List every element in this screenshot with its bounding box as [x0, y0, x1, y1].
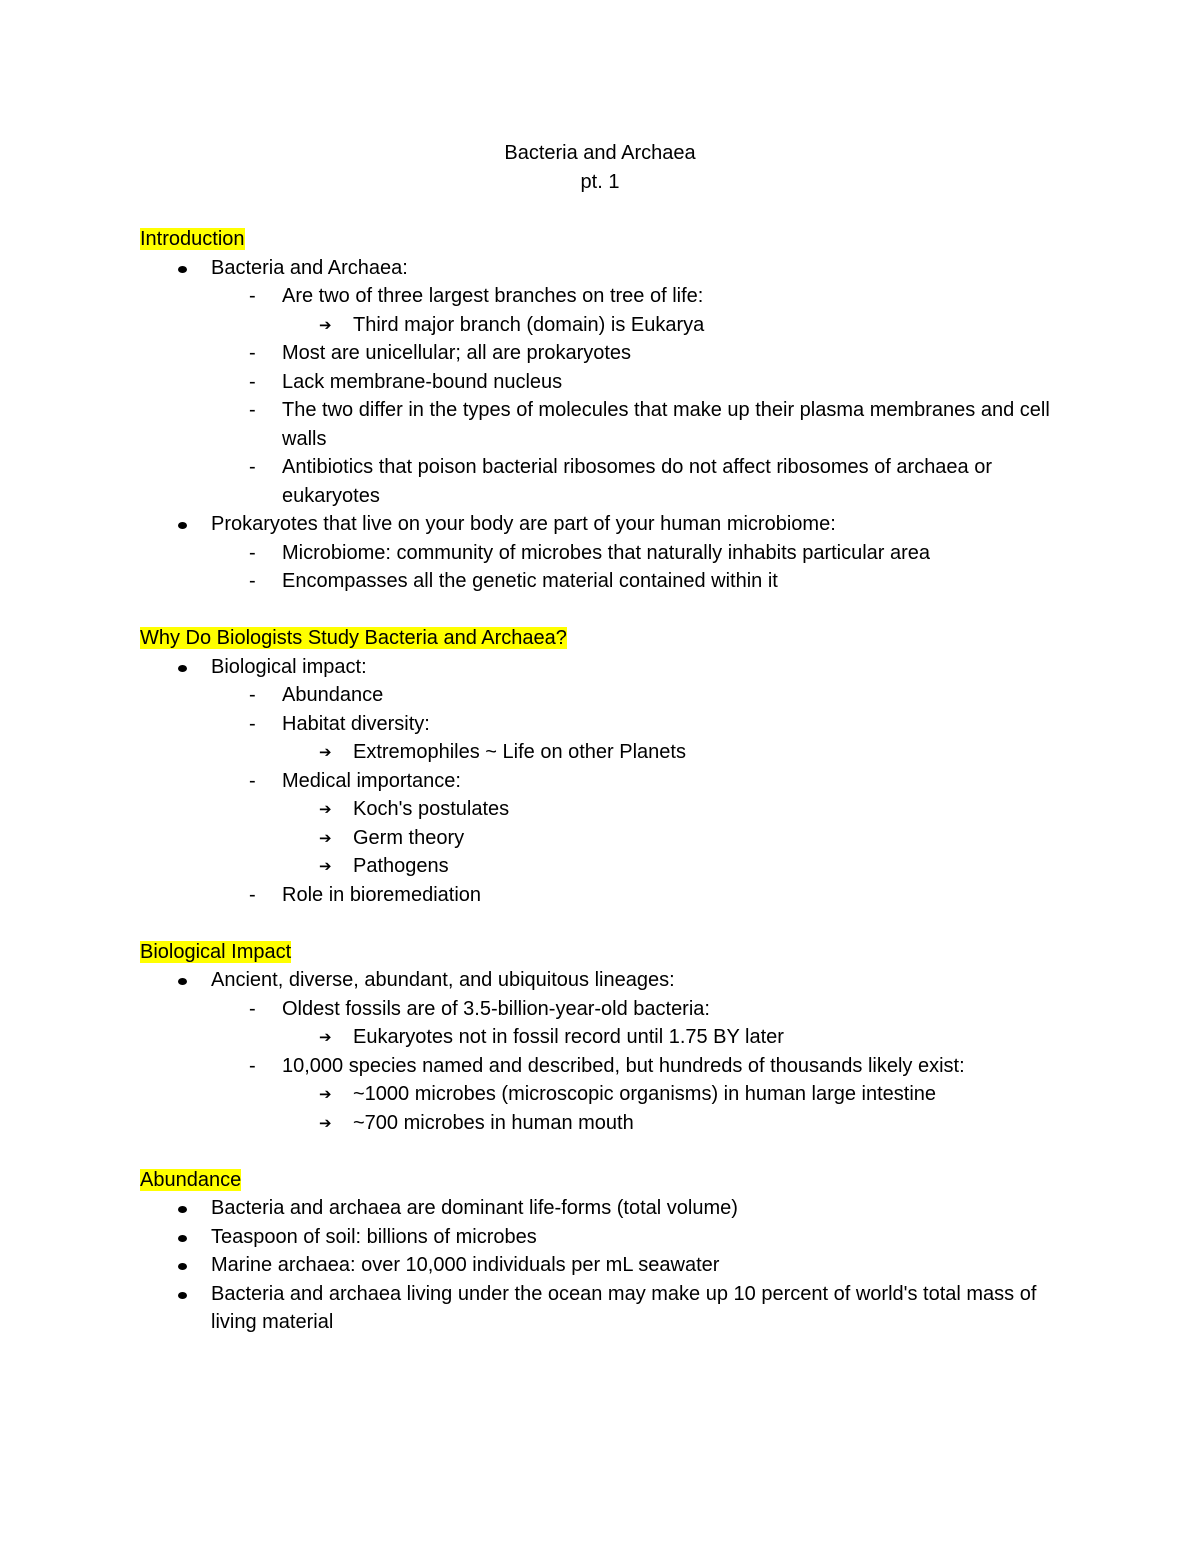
section-heading: [140, 624, 1060, 653]
list-item-text: Bacteria and archaea living under the ocean may make up 10 percent of world's total mass of living material: [211, 1282, 1037, 1333]
list-item-text: Oldest fossils are of 3.5-billion-year-old bacteria:: [282, 997, 710, 1020]
dash-marker: -: [249, 456, 256, 478]
arrow-icon: ➔: [319, 1085, 332, 1103]
list-item-text: Biological impact:: [211, 655, 367, 678]
list-item-text: 10,000 species named and described, but hundreds of thousands likely exist:: [282, 1054, 965, 1077]
dash-marker: -: [249, 1054, 256, 1077]
list-item-text: Medical importance:: [282, 769, 461, 792]
bullet-icon: [178, 1292, 187, 1299]
list-item: [211, 567, 1060, 596]
dash-marker: -: [249, 712, 256, 735]
list-level-2: [140, 539, 1060, 596]
list-item: [140, 1251, 1060, 1280]
list-item-text: Abundance: [282, 684, 384, 706]
list-item: [211, 881, 1060, 910]
dash-marker: -: [249, 342, 256, 364]
list-item-text: Prokaryotes that live on your body are part of your human microbiome:: [211, 513, 836, 535]
document-title: Bacteria and Archaea: [504, 142, 696, 164]
list-item: [282, 1080, 1060, 1109]
bullet-icon: [178, 978, 187, 985]
list-item-text: Lack membrane-bound nucleus: [282, 370, 563, 393]
dash-marker: -: [249, 370, 256, 393]
list-level-3: [282, 795, 1060, 881]
list-item: [211, 396, 1060, 453]
list-level-3: [282, 1023, 1060, 1052]
list-item-text: ~700 microbes in human mouth: [353, 1111, 634, 1134]
list-item: [211, 681, 1060, 710]
arrow-icon: ➔: [319, 1113, 332, 1132]
dash-marker: -: [249, 883, 256, 906]
list-item-text: Third major branch (domain) is Eukarya: [353, 313, 705, 336]
list-item-text: Habitat diversity:: [282, 712, 430, 735]
section-heading-text: Why Do Biologists Study Bacteria and Archaea?: [140, 627, 567, 649]
list-item-text: Bacteria and Archaea:: [211, 256, 408, 279]
list-item-text: Encompasses all the genetic material contained within it: [282, 570, 778, 592]
list-item-text: Antibiotics that poison bacterial ribosomes do not affect ribosomes of archaea or eukaryotes: [282, 456, 993, 507]
dash-marker: -: [249, 570, 256, 592]
list-item-text: Ancient, diverse, abundant, and ubiquitous lineages:: [211, 969, 675, 991]
list-item-text: Teaspoon of soil: billions of microbes: [211, 1225, 537, 1248]
list-level-2: [140, 995, 1060, 1138]
section-heading: [140, 225, 1060, 254]
list-item-text: Koch's postulates: [353, 798, 510, 820]
arrow-icon: ➔: [319, 857, 332, 875]
list-item: [211, 368, 1060, 397]
list-item: [211, 539, 1060, 568]
list-item: [282, 738, 1060, 767]
list-item: [282, 1109, 1060, 1138]
list-item: [282, 311, 1060, 340]
list-item: [140, 653, 1060, 910]
arrow-icon: ➔: [319, 828, 332, 847]
list-item-text: Germ theory: [353, 826, 465, 849]
list-item: [211, 767, 1060, 881]
list-item: [140, 254, 1060, 511]
document-subtitle: pt. 1: [580, 170, 620, 193]
list-item: [140, 1223, 1060, 1252]
list-item: [140, 1194, 1060, 1223]
list-item: [211, 710, 1060, 767]
arrow-icon: ➔: [319, 1028, 332, 1046]
arrow-icon: ➔: [319, 743, 332, 761]
dash-marker: -: [249, 684, 256, 706]
list-item-text: Bacteria and archaea are dominant life-forms (total volume): [211, 1197, 738, 1219]
list-item-text: Pathogens: [353, 855, 449, 877]
list-item-text: Extremophiles ~ Life on other Planets: [353, 741, 686, 763]
list-level-2: [140, 681, 1060, 909]
bullet-icon: [178, 266, 187, 273]
list-level-2: [140, 282, 1060, 510]
dash-marker: -: [249, 285, 256, 307]
list-item-text: Role in bioremediation: [282, 883, 482, 906]
list-item-text: Most are unicellular; all are prokaryotes: [282, 342, 632, 364]
list-item: [211, 282, 1060, 339]
document-header: [0, 139, 1200, 196]
list-item: [140, 1280, 1060, 1337]
list-item: [211, 995, 1060, 1052]
list-item: [282, 1023, 1060, 1052]
list-level-1: [140, 254, 1060, 596]
list-level-1: [140, 1194, 1060, 1337]
arrow-icon: ➔: [319, 315, 332, 334]
list-level-3: [282, 1080, 1060, 1137]
dash-marker: -: [249, 997, 256, 1020]
list-item-text: The two differ in the types of molecules that make up their plasma membranes and cell walls: [282, 399, 1050, 450]
list-item: [282, 824, 1060, 853]
section: [140, 624, 1060, 909]
bullet-icon: [178, 522, 187, 529]
section-heading: [140, 938, 1060, 967]
section: [140, 938, 1060, 1138]
dash-marker: -: [249, 769, 256, 792]
section-heading: [140, 1166, 1060, 1195]
list-level-1: [140, 653, 1060, 910]
list-item: [211, 453, 1060, 510]
bullet-icon: [178, 665, 187, 672]
list-level-3: [282, 738, 1060, 767]
document-body: [140, 225, 1060, 1365]
arrow-icon: ➔: [319, 800, 332, 818]
list-item: [211, 1052, 1060, 1138]
section: [140, 225, 1060, 596]
bullet-icon: [178, 1235, 187, 1242]
section-heading-text: Abundance: [140, 1168, 242, 1191]
bullet-icon: [178, 1263, 187, 1270]
section: [140, 1166, 1060, 1337]
list-item-text: ~1000 microbes (microscopic organisms) in human large intestine: [353, 1083, 937, 1105]
list-level-1: [140, 966, 1060, 1137]
section-heading-text: Biological Impact: [140, 940, 292, 963]
dash-marker: -: [249, 399, 256, 421]
dash-marker: -: [249, 541, 256, 564]
list-level-3: [282, 311, 1060, 340]
list-item-text: Microbiome: community of microbes that naturally inhabits particular area: [282, 541, 931, 564]
bullet-icon: [178, 1206, 187, 1213]
list-item-text: Are two of three largest branches on tree of life:: [282, 285, 704, 307]
list-item: [140, 510, 1060, 596]
list-item: [140, 966, 1060, 1137]
section-heading-text: Introduction: [140, 228, 245, 250]
list-item: [282, 795, 1060, 824]
list-item-text: Eukaryotes not in fossil record until 1.75 BY later: [353, 1026, 784, 1048]
list-item: [211, 339, 1060, 368]
list-item-text: Marine archaea: over 10,000 individuals per mL seawater: [211, 1254, 720, 1276]
list-item: [282, 852, 1060, 881]
